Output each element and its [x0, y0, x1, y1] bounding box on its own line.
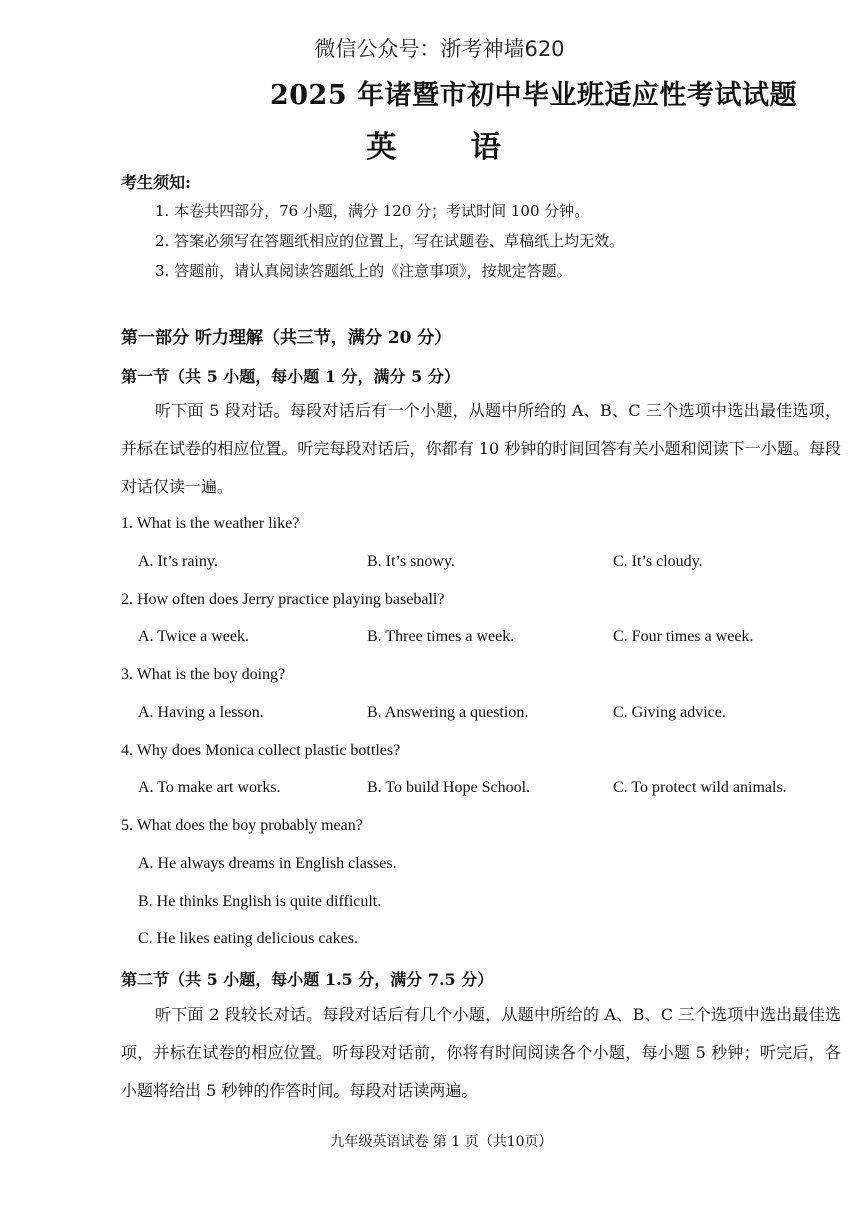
notice-item: 2. 答案必须写在答题纸相应的位置上，写在试题卷、草稿纸上均无效。 — [155, 232, 625, 250]
question-4: 4. Why does Monica collect plastic bottles? — [121, 742, 401, 759]
option-5c: C. He likes eating delicious cakes. — [138, 930, 358, 947]
question-1: 1. What is the weather like? — [121, 515, 300, 532]
option-2a: A. Twice a week. — [138, 628, 249, 645]
notice-heading: 考生须知: — [121, 173, 191, 192]
section1-instructions: 听下面 5 段对话。每段对话后有一个小题，从题中所给的 A、B、C 三个选项中选出最佳选项，并标在试卷的相应位置。听完每段对话后，你都有 10 秒钟的时间回答有关小题和阅读下一小题。每段对话仅读一遍。 — [121, 401, 841, 496]
option-1a: A. It’s rainy. — [138, 553, 218, 570]
option-1b: B. It’s snowy. — [367, 553, 455, 570]
option-3b: B. Answering a question. — [367, 704, 529, 721]
option-4c: C. To protect wild animals. — [613, 779, 787, 796]
question-5: 5. What does the boy probably mean? — [121, 817, 363, 834]
watermark-text: 微信公众号：浙考神墙620 — [314, 37, 565, 61]
page-footer: 九年级英语试卷 第 1 页（共10页） — [330, 1134, 553, 1150]
part1-heading: 第一部分 听力理解（共三节，满分 20 分） — [121, 328, 452, 348]
subject-title: 英 语 — [366, 130, 501, 165]
notice-item: 3. 答题前，请认真阅读答题纸上的《注意事项》，按规定答题。 — [155, 262, 572, 280]
option-4a: A. To make art works. — [138, 779, 281, 796]
option-1c: C. It’s cloudy. — [613, 553, 703, 570]
option-4b: B. To build Hope School. — [367, 779, 531, 796]
option-3c: C. Giving advice. — [613, 704, 726, 721]
question-2: 2. How often does Jerry practice playing baseball? — [121, 591, 445, 608]
exam-title: 2025 年诸暨市初中毕业班适应性考试试题 — [269, 80, 798, 111]
notice-item: 1. 本卷共四部分，76 小题，满分 120 分；考试时间 100 分钟。 — [155, 202, 590, 220]
question-3: 3. What is the boy doing? — [121, 666, 286, 683]
option-5a: A. He always dreams in English classes. — [138, 855, 397, 872]
option-5b: B. He thinks English is quite difficult. — [138, 893, 382, 910]
option-2b: B. Three times a week. — [367, 628, 515, 645]
section2-instructions: 听下面 2 段较长对话。每段对话后有几个小题，从题中所给的 A、B、C 三个选项中选出最佳选项，并标在试卷的相应位置。听每段对话前，你将有时间阅读各个小题，每小题 5 秒钟；听完后，各小题将给出 5 秒钟的作答时间。每段对话读两遍。 — [121, 1005, 841, 1100]
option-3a: A. Having a lesson. — [138, 704, 264, 721]
section2-heading: 第二节（共 5 小题，每小题 1.5 分，满分 7.5 分） — [121, 970, 494, 989]
section1-heading: 第一节（共 5 小题，每小题 1 分，满分 5 分） — [121, 367, 460, 386]
option-2c: C. Four times a week. — [613, 628, 754, 645]
